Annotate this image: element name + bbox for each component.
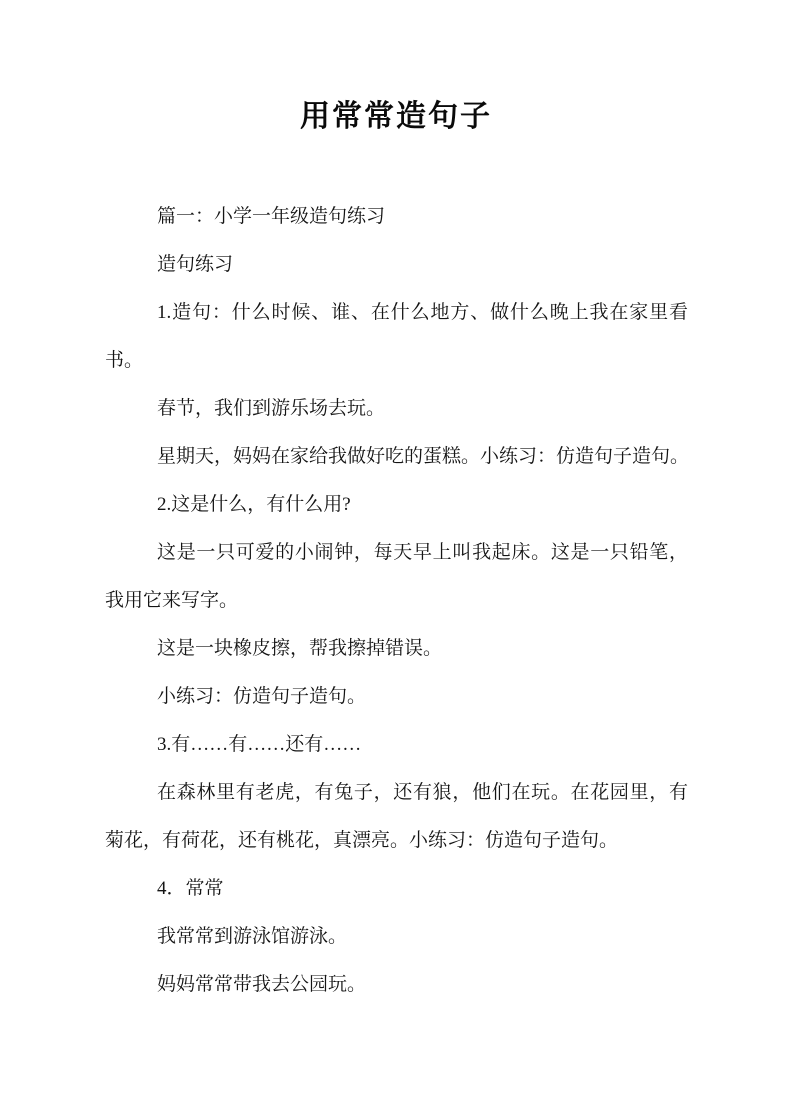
text-line: 2.这是什么，有什么用? (157, 494, 351, 515)
text-line: 篇一：小学一年级造句练习 (157, 206, 386, 227)
text-line: 在森林里有老虎，有兔子，还有狼，他们在玩。在花园里，有 (157, 782, 688, 803)
text-line: 书。 (105, 350, 144, 371)
text-line: 春节，我们到游乐场去玩。 (157, 398, 386, 419)
text-line: 这是一块橡皮擦，帮我擦掉错误。 (157, 638, 443, 659)
text-line: 造句练习 (157, 254, 234, 275)
text-line: 小练习：仿造句子造句。 (157, 686, 367, 707)
text-line: 星期天，妈妈在家给我做好吃的蛋糕。小练习：仿造句子造句。 (157, 446, 690, 467)
text-line: 我用它来写字。 (105, 590, 239, 611)
text-line: 1.造句：什么时候、谁、在什么地方、做什么晚上我在家里看 (157, 302, 688, 323)
text-line: 这是一只可爱的小闹钟，每天早上叫我起床。这是一只铅笔， (157, 542, 688, 563)
document-body (105, 193, 688, 1009)
text-line: 我常常到游泳馆游泳。 (157, 926, 348, 947)
document-title: 用常常造句子 (300, 99, 492, 134)
text-line: 妈妈常常带我去公园玩。 (157, 974, 367, 995)
text-line: 3.有……有……还有…… (157, 734, 362, 755)
text-line: 4．常常 (157, 878, 224, 899)
text-line: 菊花，有荷花，还有桃花，真漂亮。小练习：仿造句子造句。 (105, 830, 619, 851)
